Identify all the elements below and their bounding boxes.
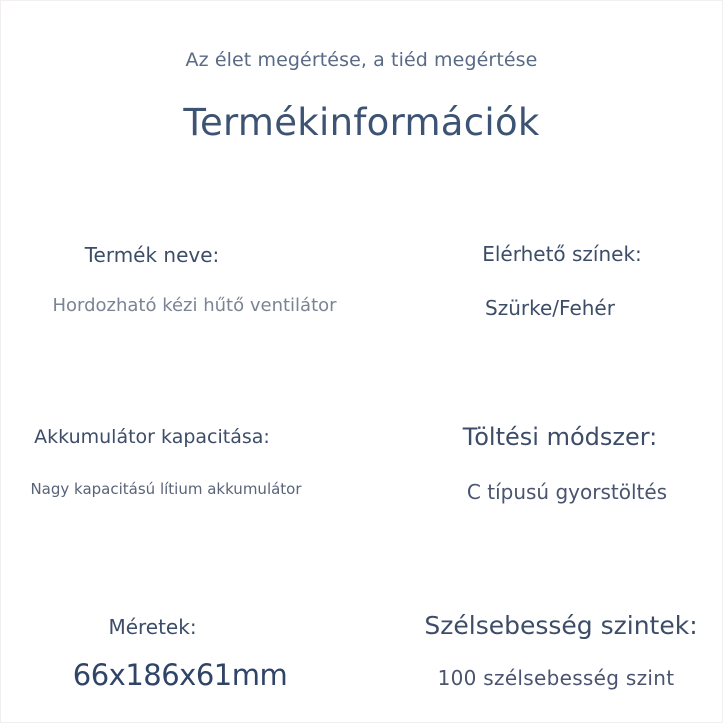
charging-method-label: Töltési módszer: — [462, 423, 658, 451]
page-subtitle: Az élet megértése, a tiéd megértése — [185, 49, 538, 71]
charging-method-value: C típusú gyorstöltés — [466, 480, 668, 504]
wind-speed-levels-label: Szélsebesség szintek: — [424, 611, 698, 640]
dimensions-label: Méretek: — [108, 615, 197, 639]
available-colors-value: Szürke/Fehér — [485, 296, 615, 320]
product-name-label: Termék neve: — [84, 243, 220, 267]
available-colors-label: Elérhető színek: — [482, 242, 642, 266]
wind-speed-levels-value: 100 szélsebesség szint — [437, 666, 675, 690]
dimensions-value: 66x186x61mm — [72, 658, 288, 692]
product-name-value: Hordozható kézi hűtő ventilátor — [52, 295, 337, 316]
battery-capacity-value: Nagy kapacitású lítium akkumulátor — [30, 480, 302, 498]
battery-capacity-label: Akkumulátor kapacitása: — [34, 426, 270, 448]
page-title: Termékinformációk — [183, 101, 540, 144]
